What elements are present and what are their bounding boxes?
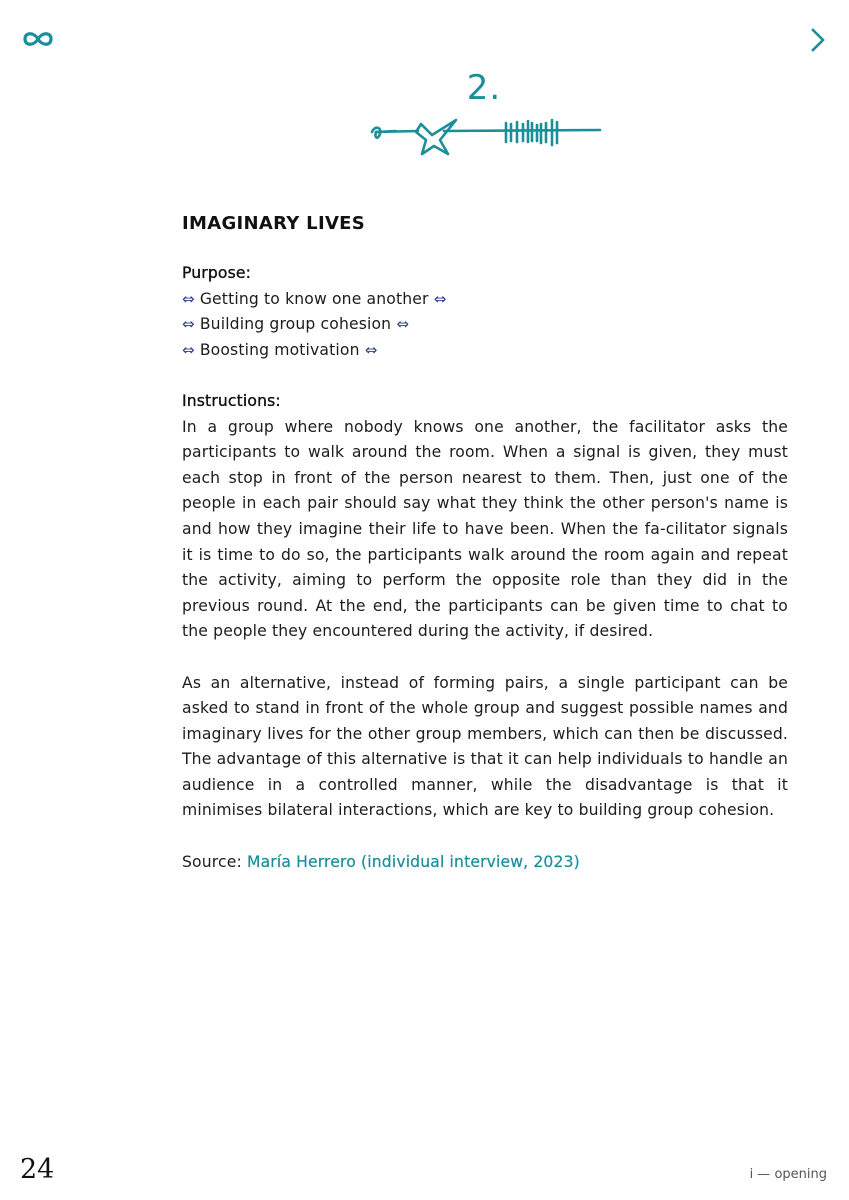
source-label: Source:: [182, 852, 242, 871]
infinity-icon[interactable]: [20, 26, 56, 52]
purpose-item-text: Building group cohesion: [199, 315, 392, 334]
chapter-number: 2.: [466, 68, 502, 108]
section-label: i — opening: [749, 1167, 827, 1182]
purpose-item-text: Boosting motivation: [199, 340, 360, 359]
source-link[interactable]: María Herrero (individual interview, 2023): [246, 852, 580, 871]
instructions-label: Instructions:: [182, 391, 281, 410]
double-arrow-icon: ⇔: [182, 289, 195, 308]
activity-content: [182, 210, 788, 875]
purpose-item-text: Getting to know one another: [199, 289, 429, 308]
double-arrow-icon: ⇔: [364, 340, 378, 359]
purpose-item: [182, 312, 788, 338]
double-arrow-icon: ⇔: [396, 315, 410, 334]
double-arrow-icon: ⇔: [182, 340, 195, 359]
double-arrow-icon: ⇔: [182, 315, 195, 334]
purpose-item: [182, 287, 788, 313]
chevron-right-icon[interactable]: [808, 27, 828, 53]
page-number: 24: [20, 1154, 55, 1185]
purpose-item: [182, 338, 788, 364]
purpose-list: [182, 287, 788, 364]
purpose-label: Purpose:: [182, 264, 252, 282]
star-line-divider-icon: [366, 112, 606, 158]
source-line: [182, 850, 788, 876]
double-arrow-icon: ⇔: [433, 289, 447, 308]
instructions-paragraph: As an alternative, instead of forming pairs, a single participant can be asked to stand in front of the whole group and suggest possible names and imaginary lives for the other group members, which can then be discussed. The advantage of this alternative is that it can help individuals to handle an audience in a controlled manner, while the disadvantage is that it minimises bilateral interactions, which are key to building group cohesion.: [182, 673, 788, 820]
instructions-paragraph: In a group where nobody knows one another, the facilitator asks the participants to walk around the room. When a signal is given, they must each stop in front of the person nearest to them. Then, just one of the people in each pair should say what they think the other person's name is and how they imagine their life to have been. When the fa-cilitator signals it is time to do so, the participants walk around the room again and repeat the activity, aiming to perform the opposite role than they did in the previous round. At the end, the participants can be given time to chat to the people they encountered during the activity, if desired.: [182, 417, 788, 641]
activity-title: IMAGINARY LIVES: [182, 213, 366, 234]
